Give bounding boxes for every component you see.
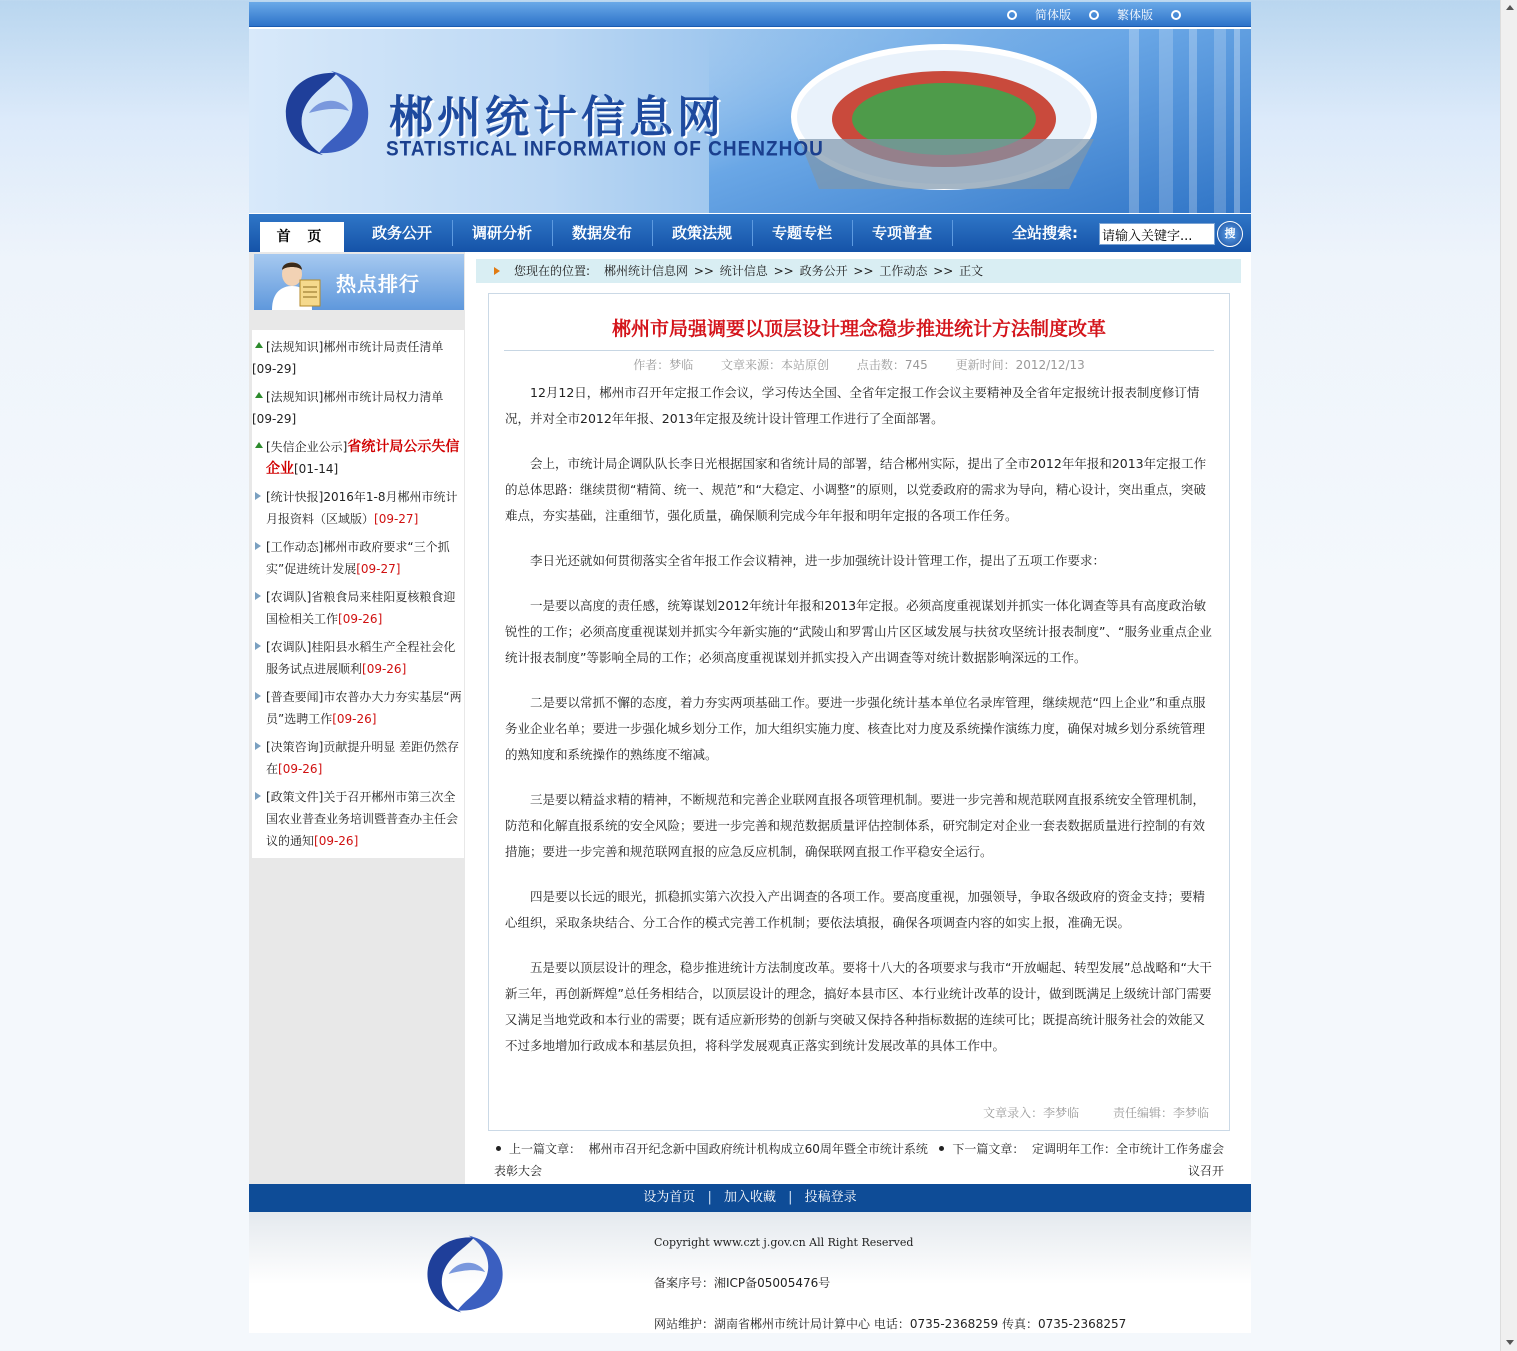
breadcrumb-label: 您现在的位置: bbox=[514, 264, 591, 278]
footer-sep: | bbox=[788, 1190, 793, 1205]
paragraph: 12月12日，郴州市召开年定报工作会议，学习传达全国、全省年定报工作会议主要精神及全省年定报统计报表制度修订情况，并对全市2012年年报、2013年定报及统计设计管理工作进行了全面部署。 bbox=[505, 385, 1200, 426]
list-item[interactable]: [政策文件]关于召开郴州市第三次全国农业普查业务培训暨普查办主任会议的通知[09-26] bbox=[252, 780, 464, 852]
next-article-link[interactable]: 定调明年工作：全市统计工作务虚会议召开 bbox=[1031, 1142, 1224, 1178]
next-article bbox=[936, 1138, 1224, 1182]
footer-links-bar bbox=[249, 1184, 1251, 1212]
scrollbar[interactable] bbox=[1500, 0, 1517, 1351]
article-author: 作者：梦临 bbox=[633, 358, 694, 372]
main-nav bbox=[249, 214, 1251, 252]
bullet-icon bbox=[1171, 10, 1181, 20]
search-input[interactable] bbox=[1099, 223, 1215, 245]
submit-login-link[interactable]: 投稿登录 bbox=[804, 1190, 857, 1205]
arrow-right-icon bbox=[255, 592, 261, 600]
site-subtitle: STATISTICAL INFORMATION OF CHENZHOU bbox=[386, 137, 824, 161]
arrow-up-icon bbox=[255, 392, 263, 398]
breadcrumb-gov-affairs[interactable]: 政务公开 bbox=[799, 264, 848, 278]
footer-sep: | bbox=[707, 1190, 712, 1205]
arrow-right-icon bbox=[255, 542, 261, 550]
scroll-up-icon[interactable] bbox=[1506, 5, 1514, 10]
prev-next-nav bbox=[494, 1138, 1224, 1182]
paragraph: 会上，市统计局企调队队长李日光根据国家和省统计局的部署，结合郴州实际，提出了全市2012年年报和2013年定报工作的总体思路：继续贯彻“精简、统一、规范”和“大稳定、小调整”的原则，以党委政府的需求为导向，精心设计，突出重点，突破难点，夯实基础，注重细节，强化质量，确保顺利完成今年年报和明年定报的各项工作任务。 bbox=[505, 456, 1207, 523]
arrow-right-icon bbox=[255, 792, 261, 800]
article-entry: 文章录入：李梦临 bbox=[983, 1106, 1080, 1120]
list-item[interactable]: [农调队]省粮食局来桂阳夏核粮食迎国检相关工作[09-26] bbox=[252, 580, 464, 630]
site-title: 郴州统计信息网 bbox=[389, 93, 725, 142]
arrow-right-icon bbox=[255, 642, 261, 650]
footer bbox=[249, 1212, 1251, 1333]
article-editor: 责任编辑：李梦临 bbox=[1112, 1106, 1209, 1120]
arrow-right-icon bbox=[255, 492, 261, 500]
article-updated: 更新时间：2012/12/13 bbox=[955, 358, 1085, 372]
hot-ranking-header bbox=[254, 254, 464, 310]
arrow-right-icon bbox=[255, 742, 261, 750]
next-label: 下一篇文章： bbox=[952, 1142, 1025, 1156]
prev-label: 上一篇文章： bbox=[509, 1142, 582, 1156]
language-links bbox=[989, 6, 1199, 23]
nav-divider bbox=[952, 220, 953, 246]
article-clicks: 点击数：745 bbox=[856, 358, 928, 372]
sidebar bbox=[249, 252, 465, 1184]
breadcrumb bbox=[476, 259, 1241, 283]
list-item[interactable]: [普查要闻]市农普办大力夯实基层“两员”选聘工作[09-26] bbox=[252, 680, 464, 730]
copyright: Copyright www.czt j.gov.cn All Right Reserved bbox=[654, 1236, 914, 1249]
search-button[interactable]: 搜 bbox=[1217, 221, 1243, 247]
set-homepage-link[interactable]: 设为首页 bbox=[643, 1190, 696, 1205]
article-body bbox=[505, 380, 1213, 1078]
breadcrumb-work-news[interactable]: 工作动态 bbox=[879, 264, 928, 278]
list-item[interactable]: [决策咨询]贡献提升明显 差距仍然存在[09-26] bbox=[252, 730, 464, 780]
nav-home[interactable]: 首 页 bbox=[260, 222, 344, 252]
arrow-right-icon bbox=[255, 692, 261, 700]
breadcrumb-sep: >> bbox=[853, 264, 874, 278]
paragraph: 李日光还就如何贯彻落实全省年报工作会议精神，进一步加强统计设计管理工作，提出了五项工作要求： bbox=[530, 553, 1106, 568]
nav-research[interactable]: 调研分析 bbox=[471, 224, 532, 242]
paragraph: 一是要以高度的责任感，统筹谋划2012年统计年报和2013年定报。必须高度重视谋划并抓实一体化调查等具有高度政治敏锐性的工作；必须高度重视谋划并抓实今年新实施的“武陵山和罗霄山片区区域发展与扶贫攻坚统计报表制度”、“服务业重点企业统计报表制度”等影响全局的工作；必须高度重视谋划并抓实投入产出调查等对统计数据影响深远的工作。 bbox=[505, 598, 1212, 665]
nav-government-affairs[interactable]: 政务公开 bbox=[371, 224, 432, 242]
paragraph: 四是要以长远的眼光，抓稳抓实第六次投入产出调查的各项工作。要高度重视，加强领导，争取各级政府的资金支持；要精心组织，采取条块结合、分工合作的模式完善工作机制；要依法填报，确保各项调查内容的如实上报，准确无误。 bbox=[505, 889, 1206, 930]
divider bbox=[504, 350, 1214, 351]
bullet-icon bbox=[496, 1146, 501, 1151]
bullet-icon bbox=[939, 1146, 944, 1151]
list-item[interactable]: [农调队]桂阳县水稻生产全程社会化服务试点进展顺利[09-26] bbox=[252, 630, 464, 680]
breadcrumb-path bbox=[604, 259, 985, 283]
list-item[interactable]: [失信企业公示]省统计局公示失信企业[01-14] bbox=[252, 430, 464, 480]
article bbox=[488, 293, 1230, 1131]
bullet-icon bbox=[1007, 10, 1017, 20]
article-title: 郴州市局强调要以顶层设计理念稳步推进统计方法制度改革 bbox=[611, 318, 1106, 340]
maintainer: 网站维护：湖南省郴州市统计局计算中心 电话：0735-2368259 传真：0735-2368257 bbox=[654, 1317, 1127, 1331]
add-favorite-link[interactable]: 加入收藏 bbox=[723, 1190, 776, 1205]
hot-list bbox=[252, 330, 464, 858]
arrow-up-icon bbox=[255, 442, 263, 448]
nav-census[interactable]: 专项普查 bbox=[871, 224, 932, 242]
paragraph: 二是要以常抓不懈的态度，着力夯实两项基础工作。要进一步强化统计基本单位名录库管理，继续规范“四上企业”和重点服务业企业名单；要进一步强化城乡划分工作，加大组织实施力度、核查比对力度及系统操作演练力度，确保对城乡划分系统管理的熟知度和系统操作的熟练度不缩减。 bbox=[505, 695, 1206, 762]
search-label: 全站搜索: bbox=[1012, 224, 1078, 242]
simplified-link[interactable]: 简体版 bbox=[1034, 8, 1071, 22]
breadcrumb-stats-info[interactable]: 统计信息 bbox=[719, 264, 768, 278]
footer-info bbox=[654, 1222, 1126, 1345]
list-item[interactable]: [统计快报]2016年1-8月郴州市统计月报资料（区域版）[09-27] bbox=[252, 480, 464, 530]
footer-logo-icon bbox=[421, 1232, 509, 1316]
hot-ranking-title: 热点排行 bbox=[336, 272, 420, 296]
prev-article bbox=[494, 1138, 934, 1182]
stadium-image bbox=[709, 29, 1251, 213]
arrow-right-icon bbox=[494, 267, 500, 275]
traditional-link[interactable]: 繁体版 bbox=[1116, 8, 1153, 22]
breadcrumb-sep: >> bbox=[933, 264, 954, 278]
scroll-down-icon[interactable] bbox=[1506, 1340, 1514, 1345]
list-item[interactable]: [工作动态]郴州市政府要求“三个抓实”促进统计发展[09-27] bbox=[252, 530, 464, 580]
prev-article-link[interactable]: 郴州市召开纪念新中国政府统计机构成立60周年暨全市统计系统表彰大会 bbox=[494, 1142, 928, 1178]
list-item[interactable]: [法规知识]郴州市统计局责任清单 [09-29] bbox=[252, 340, 444, 376]
paragraph: 五是要以顶层设计的理念，稳步推进统计方法制度改革。要将十八大的各项要求与我市“开放崛起、转型发展”总战略和“大干新三年，再创新辉煌”总任务相结合，以顶层设计的理念，搞好本县市区、本行业统计改革的设计，做到既满足上级统计部门需要又满足当地党政和本行业的需要；既有适应新形势的创新与突破又保持各种指标数据的连续可比；既提高统计服务社会的效能又不过多地增加行政成本和基层负担，将科学发展观真正落实到统计发展改革的具体工作中。 bbox=[505, 960, 1212, 1053]
breadcrumb-sep: >> bbox=[773, 264, 794, 278]
article-source: 文章来源：本站原创 bbox=[721, 358, 830, 372]
bullet-icon bbox=[1089, 10, 1099, 20]
nav-topics[interactable]: 专题专栏 bbox=[771, 224, 832, 242]
header-banner bbox=[249, 29, 1251, 213]
person-icon bbox=[268, 258, 326, 310]
breadcrumb-sep: >> bbox=[693, 264, 714, 278]
logo-icon bbox=[279, 67, 375, 159]
arrow-up-icon bbox=[255, 342, 263, 348]
paragraph: 三是要以精益求精的精神，不断规范和完善企业联网直报各项管理机制。要进一步完善和规范联网直报系统安全管理机制，防范和化解直报系统的安全风险；要进一步完善和规范数据质量评估控制体系，研究制定对企业一套表数据质量进行控制的有效措施；要进一步完善和规范联网直报的应急反应机制，确保联网直报工作平稳安全运行。 bbox=[505, 792, 1206, 859]
breadcrumb-home[interactable]: 郴州统计信息网 bbox=[604, 264, 689, 278]
list-item[interactable]: [法规知识]郴州市统计局权力清单 [09-29] bbox=[252, 390, 444, 426]
article-footer bbox=[953, 1104, 1209, 1121]
article-meta bbox=[489, 356, 1229, 373]
page-container bbox=[249, 2, 1251, 1333]
breadcrumb-current: 正文 bbox=[959, 264, 984, 278]
top-bar bbox=[249, 2, 1251, 27]
nav-policy[interactable]: 政策法规 bbox=[671, 224, 732, 242]
icp-number: 备案序号：湘ICP备05005476号 bbox=[654, 1276, 831, 1290]
nav-data-release[interactable]: 数据发布 bbox=[571, 224, 632, 242]
